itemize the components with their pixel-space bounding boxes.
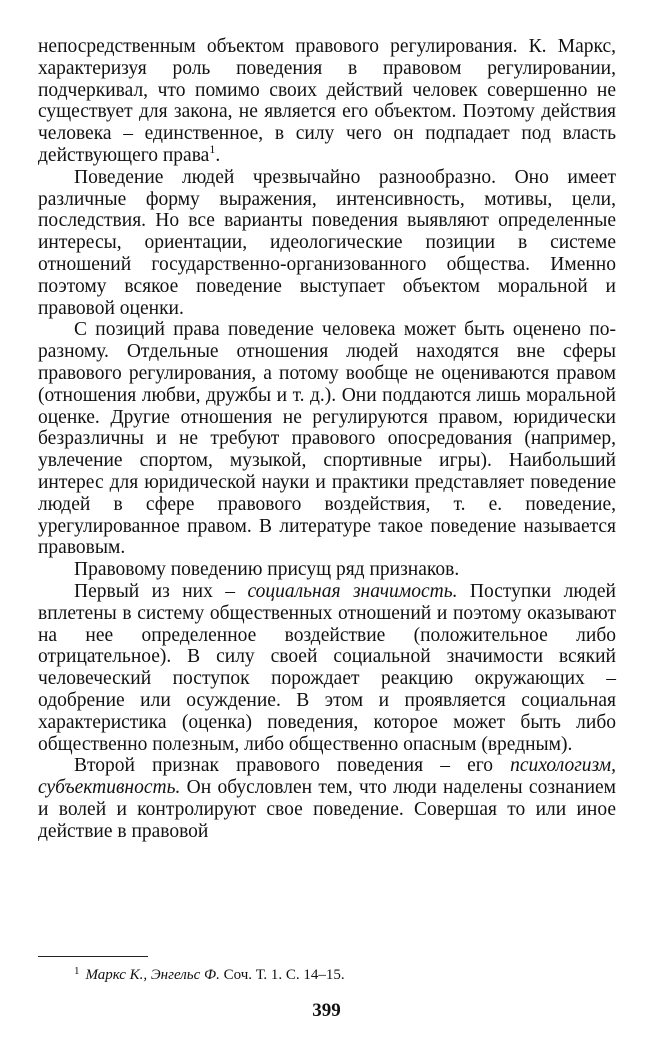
footnote-divider bbox=[38, 956, 148, 957]
paragraph-4: Правовому поведению присущ ряд признаков. bbox=[74, 559, 460, 581]
footnote-mark: 1 bbox=[74, 965, 80, 977]
paragraph-6-emphasis: психологизм, субъективность. bbox=[38, 755, 616, 799]
paragraph-6-start: Второй признак правового поведения – его bbox=[74, 755, 511, 777]
paragraph-2: Поведение людей чрезвычайно разнообразно. Оно имеет различные форму выражения, интенсивность, мотивы, цели, последствия. Но все варианты поведения выявляют определенные интересы, ориентации, идеологические позиции в системе отношений государственно-организованного общества. Именно поэтому всякое поведение выступает объектом моральной и правовой оценки. bbox=[38, 166, 616, 319]
paragraph-5-start: Первый из них – bbox=[74, 580, 248, 602]
footnote-reference[interactable]: 1 bbox=[209, 141, 216, 156]
paragraph-5-emphasis: социальная значимость. bbox=[247, 580, 458, 602]
paragraph-1-end: . bbox=[215, 144, 221, 166]
paragraph-6 bbox=[38, 755, 616, 842]
page-body bbox=[38, 36, 616, 842]
footnote-authors: Маркс К., Энгельс Ф. bbox=[85, 967, 220, 983]
paragraph-1-text: непосредственным объектом правового регулирования. К. Маркс, характеризуя роль поведения в правовом регулировании, подчеркивал, что помимо своих действий человек совершенно не существует для закона, не является его объектом. Поэтому действия человека – единственное, в силу чего он подпадает под власть действующего права bbox=[38, 36, 616, 166]
paragraph-1 bbox=[38, 36, 616, 167]
page-number: 399 bbox=[312, 1000, 341, 1021]
footnote-source: Соч. Т. 1. С. 14–15. bbox=[219, 967, 345, 983]
paragraph-5 bbox=[38, 581, 616, 755]
paragraph-5-rest: Поступки людей вплетены в систему общественных отношений и поэтому оказывают на нее определенное воздействие (положительное либо отрицательное). В силу своей социальной значимости всякий человеческий поступок порождает реакцию окружающих – одобрение или осуждение. В этом и проявляется социальная характеристика (оценка) поведения, которое может быть либо общественно полезным, либо общественно опасным (вредным). bbox=[38, 580, 616, 755]
paragraph-3: С позиций права поведение человека может быть оценено по-разному. Отдельные отношения людей находятся вне сферы правового регулирования, а потому вообще не оцениваются правом (отношения любви, дружбы и т. д.). Они поддаются лишь моральной оценке. Другие отношения не регулируются правом, юридически безразличны и не требуют правового опосредования (например, увлечение спортом, музыкой, спортивные игры). Наибольший интерес для юридической науки и практики представляет поведение людей в сфере правового воздействия, т. е. поведение, урегулированное правом. В литературе такое поведение называется правовым. bbox=[38, 319, 616, 559]
footnote bbox=[74, 965, 345, 984]
paragraph-6-rest: Он обусловлен тем, что люди наделены сознанием и волей и контролируют свое поведение. Совершая то или иное действие в правовой bbox=[38, 777, 616, 842]
